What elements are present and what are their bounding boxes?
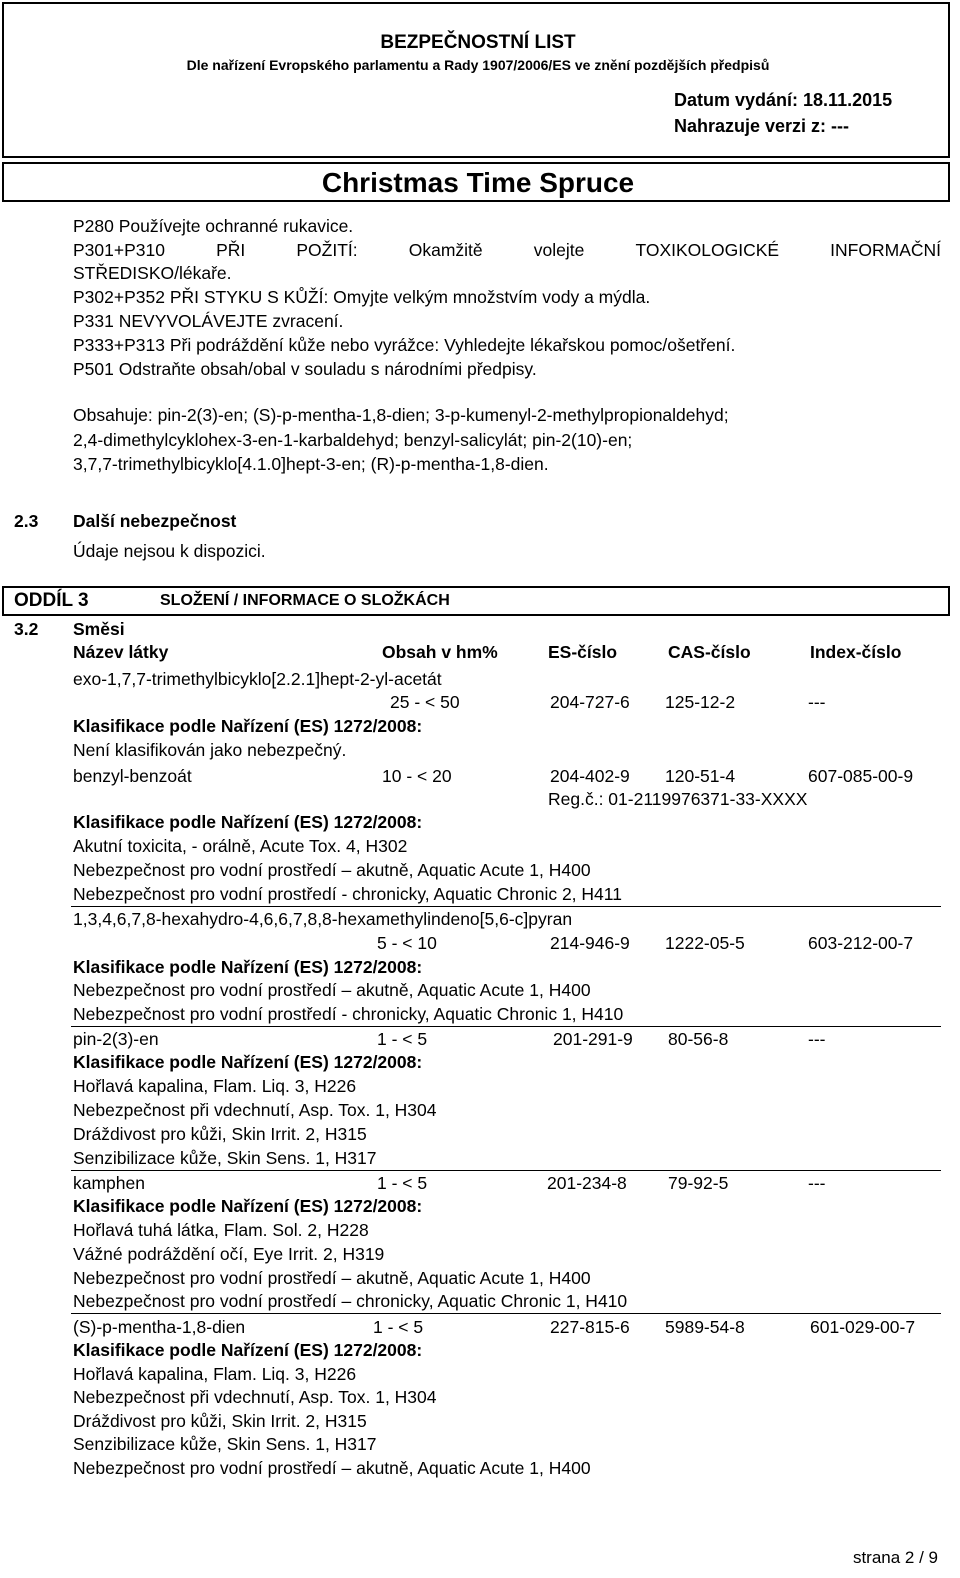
classification-label: Klasifikace podle Nařízení (ES) 1272/2008: (73, 716, 423, 736)
classification-item: Nebezpečnost při vdechnutí, Asp. Tox. 1, H304 (73, 1100, 437, 1120)
row-divider (71, 1313, 941, 1314)
product-name: Christmas Time Spruce (321, 167, 635, 198)
section-3-title: SLOŽENÍ / INFORMACE O SLOŽKÁCH (160, 592, 450, 609)
classification-item: Senzibilizace kůže, Skin Sens. 1, H317 (73, 1434, 377, 1454)
substance-index: --- (808, 1173, 826, 1193)
section-text: Údaje nejsou k dispozici. (73, 541, 266, 561)
precaution-p501: P501 Odstraňte obsah/obal v souladu s národními předpisy. (73, 359, 537, 379)
precaution-p301-cont: STŘEDISKO/lékaře. (73, 263, 232, 283)
substance-index: --- (808, 1029, 826, 1049)
regulation-subtitle: Dle nařízení Evropského parlamentu a Rady 1907/2006/ES ve znění pozdějších předpisů (186, 57, 770, 73)
substance-cas: 120-51-4 (665, 766, 736, 786)
contains-line-1: Obsahuje: pin-2(3)-en; (S)-p-mentha-1,8-dien; 3-p-kumenyl-2-methylpropionaldehyd; (73, 405, 729, 425)
substance-name: (S)-p-mentha-1,8-dien (73, 1317, 246, 1337)
classification-label: Klasifikace podle Nařízení (ES) 1272/2008: (73, 1052, 423, 1072)
substance-cas: 80-56-8 (668, 1029, 729, 1049)
substance-index: 603-212-00-7 (808, 933, 914, 953)
section-label: ODDÍL 3 (14, 590, 89, 611)
substance-name: exo-1,7,7-trimethylbicyklo[2.2.1]hept-2-yl-acetát (73, 669, 442, 689)
p301-word: Okamžitě (408, 240, 483, 260)
section-title: Další nebezpečnost (73, 511, 237, 531)
classification-item: Nebezpečnost pro vodní prostředí – akutně, Aquatic Acute 1, H400 (73, 1458, 591, 1478)
substance-cas: 79-92-5 (668, 1173, 729, 1193)
substance-es: 227-815-6 (550, 1317, 630, 1337)
substance-content: 25 - < 50 (390, 692, 460, 712)
p301-word: P301+P310 (73, 240, 165, 260)
column-header: Název látky (73, 642, 169, 662)
classification-item: Hořlavá kapalina, Flam. Liq. 3, H226 (73, 1364, 357, 1384)
substance-index: --- (808, 692, 826, 712)
classification-item: Nebezpečnost při vdechnutí, Asp. Tox. 1, H304 (73, 1387, 437, 1407)
classification-item: Nebezpečnost pro vodní prostředí - chronicky, Aquatic Chronic 1, H410 (73, 1004, 624, 1024)
substance-content: 10 - < 20 (382, 766, 452, 786)
classification-item: Nebezpečnost pro vodní prostředí – chronicky, Aquatic Chronic 1, H410 (73, 1291, 628, 1311)
p301-word: POŽITÍ: (296, 240, 358, 260)
row-divider (71, 1026, 941, 1027)
classification-item: Senzibilizace kůže, Skin Sens. 1, H317 (73, 1148, 377, 1168)
precaution-p302: P302+P352 PŘI STYKU S KŮŽÍ: Omyjte velkým množstvím vody a mýdla. (73, 287, 651, 307)
document-title: BEZPEČNOSTNÍ LIST (380, 32, 576, 53)
product-banner (2, 162, 950, 202)
substance-es: 214-946-9 (550, 933, 630, 953)
column-header: ES-číslo (548, 642, 618, 662)
classification-label: Klasifikace podle Nařízení (ES) 1272/2008: (73, 812, 423, 832)
substance-name: 1,3,4,6,7,8-hexahydro-4,6,6,7,8,8-hexamethylindeno[5,6-c]pyran (73, 909, 573, 929)
substance-content: 1 - < 5 (377, 1029, 428, 1049)
section-3-banner (2, 586, 950, 616)
substance-es: 201-234-8 (547, 1173, 627, 1193)
classification-item: Nebezpečnost pro vodní prostředí – akutně, Aquatic Acute 1, H400 (73, 1268, 591, 1288)
classification-item: Vážné podráždění očí, Eye Irrit. 2, H319 (73, 1244, 385, 1264)
substance-content: 1 - < 5 (377, 1173, 428, 1193)
classification-item: Nebezpečnost pro vodní prostředí - chronicky, Aquatic Chronic 2, H411 (73, 884, 622, 904)
p301-word: TOXIKOLOGICKÉ (635, 240, 780, 260)
substance-name: benzyl-benzoát (73, 766, 192, 786)
substance-index: 601-029-00-7 (810, 1317, 916, 1337)
classification-item: Hořlavá tuhá látka, Flam. Sol. 2, H228 (73, 1220, 369, 1240)
precaution-p301 (73, 240, 941, 261)
column-header: Index-číslo (810, 642, 902, 662)
page-number: strana 2 / 9 (852, 1548, 938, 1567)
classification-item: Není klasifikován jako nebezpečný. (73, 740, 347, 760)
classification-item: Nebezpečnost pro vodní prostředí – akutně, Aquatic Acute 1, H400 (73, 980, 591, 1000)
classification-label: Klasifikace podle Nařízení (ES) 1272/2008: (73, 957, 423, 977)
substance-cas: 125-12-2 (665, 692, 736, 712)
substance-name: kamphen (73, 1173, 145, 1193)
subsection-title: Směsi (73, 619, 125, 639)
substance-es: 204-727-6 (550, 692, 630, 712)
substance-cas: 5989-54-8 (665, 1317, 745, 1337)
replaces-version: Nahrazuje verzi z: --- (674, 116, 850, 136)
classification-item: Nebezpečnost pro vodní prostředí – akutně, Aquatic Acute 1, H400 (73, 860, 591, 880)
substance-es: 204-402-9 (550, 766, 630, 786)
column-header: CAS-číslo (668, 642, 751, 662)
precaution-p331: P331 NEVYVOLÁVEJTE zvracení. (73, 311, 344, 331)
precaution-p333: P333+P313 Při podráždění kůže nebo vyrážce: Vyhledejte lékařskou pomoc/ošetření. (73, 335, 736, 355)
substance-content: 1 - < 5 (373, 1317, 424, 1337)
classification-item: Akutní toxicita, - orálně, Acute Tox. 4, H302 (73, 836, 408, 856)
contains-line-2: 2,4-dimethylcyklohex-3-en-1-karbaldehyd; benzyl-salicylát; pin-2(10)-en; (73, 430, 633, 450)
classification-item: Dráždivost pro kůži, Skin Irrit. 2, H315 (73, 1411, 367, 1431)
registration-number: Reg.č.: 01-2119976371-33-XXXX (548, 789, 808, 809)
contains-line-3: 3,7,7-trimethylbicyklo[4.1.0]hept-3-en; (R)-p-mentha-1,8-dien. (73, 454, 549, 474)
subsection-number: 3.2 (14, 619, 39, 639)
classification-item: Hořlavá kapalina, Flam. Liq. 3, H226 (73, 1076, 357, 1096)
row-divider (71, 906, 941, 907)
p301-word: volejte (533, 240, 585, 260)
row-divider (71, 1170, 941, 1171)
precaution-p280: P280 Používejte ochranné rukavice. (73, 216, 354, 236)
substance-cas: 1222-05-5 (665, 933, 745, 953)
substance-name: pin-2(3)-en (73, 1029, 159, 1049)
substance-content: 5 - < 10 (377, 933, 437, 953)
classification-item: Dráždivost pro kůži, Skin Irrit. 2, H315 (73, 1124, 367, 1144)
substance-index: 607-085-00-9 (808, 766, 914, 786)
issue-date: Datum vydání: 18.11.2015 (674, 90, 893, 110)
p301-word: INFORMAČNÍ (830, 240, 941, 260)
substance-es: 201-291-9 (553, 1029, 633, 1049)
p301-word: PŘI (216, 240, 246, 260)
section-number: 2.3 (14, 511, 39, 531)
classification-label: Klasifikace podle Nařízení (ES) 1272/2008: (73, 1196, 423, 1216)
classification-label: Klasifikace podle Nařízení (ES) 1272/2008: (73, 1340, 423, 1360)
column-header: Obsah v hm% (382, 642, 498, 662)
